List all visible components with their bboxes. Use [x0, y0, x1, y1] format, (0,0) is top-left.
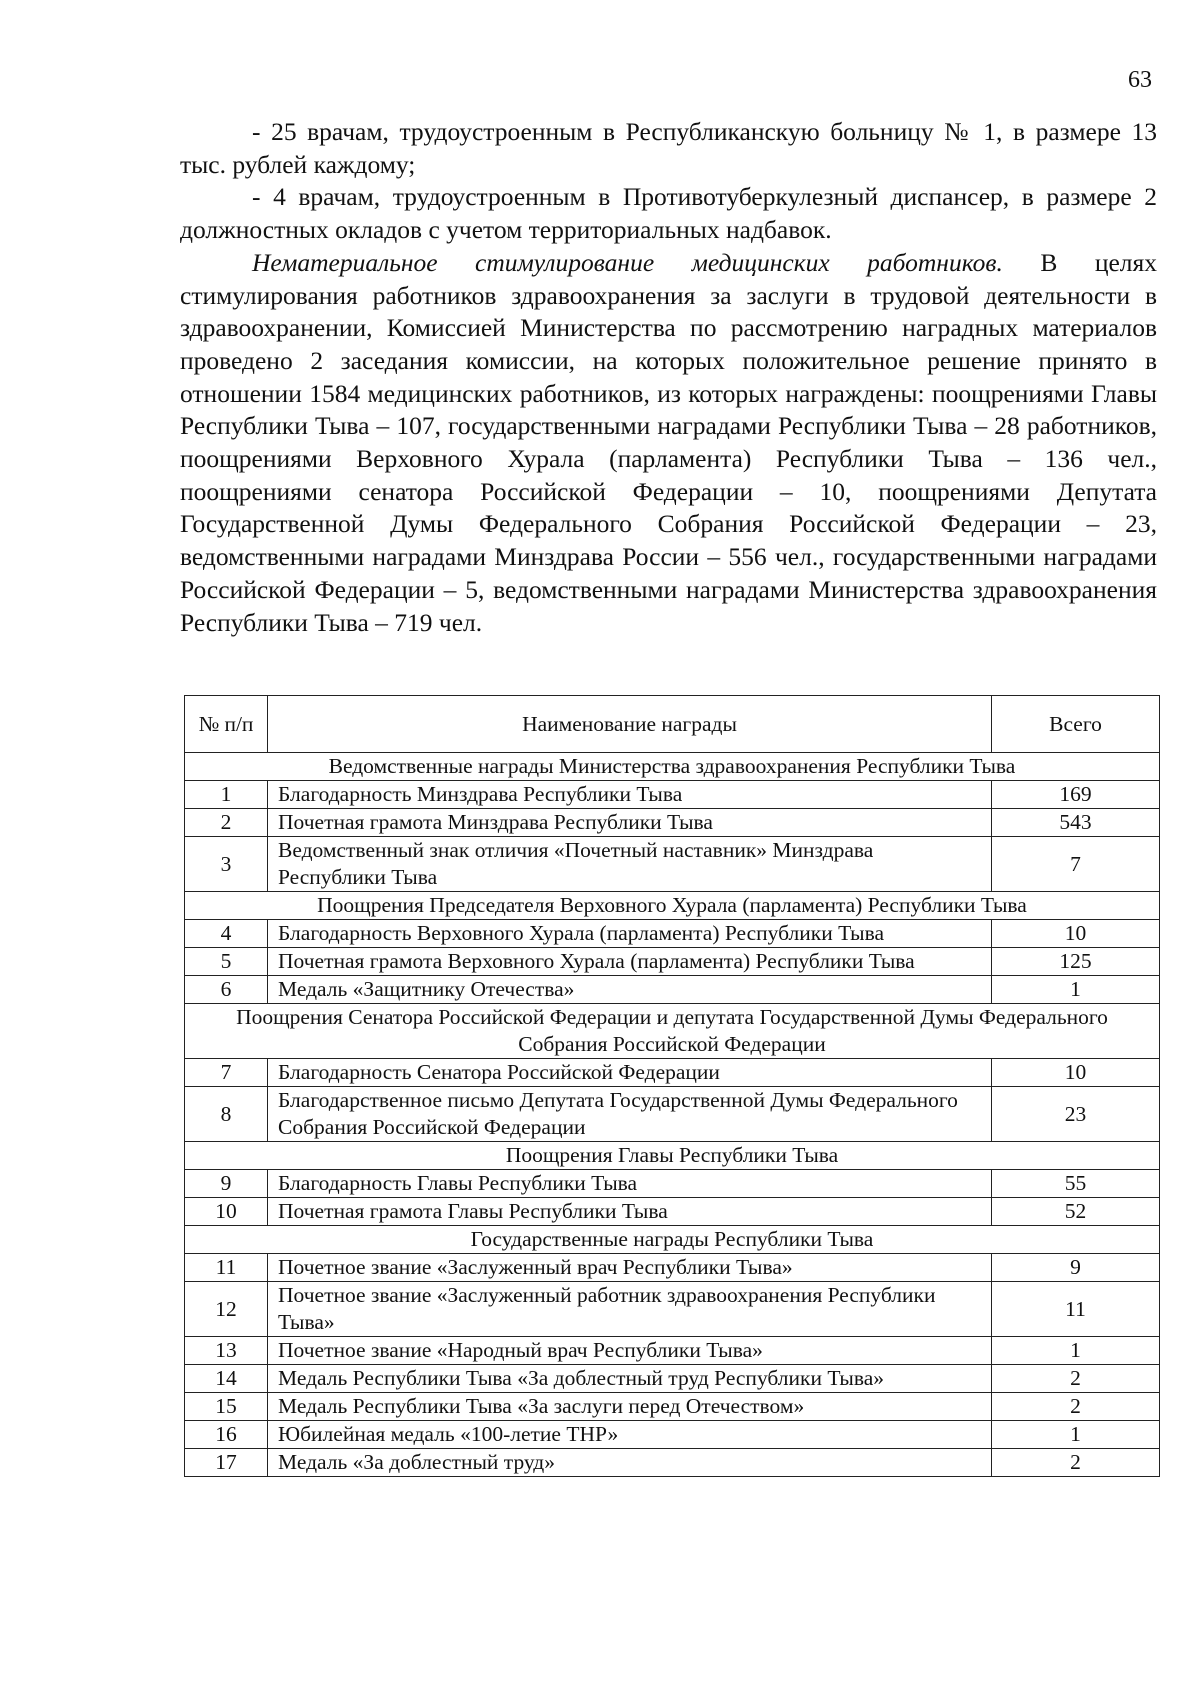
row-number: 9 — [185, 1170, 268, 1198]
table-row — [185, 976, 1160, 1004]
paragraph-text: - 25 врачам, трудоустроенным в Республиканскую больницу № 1, в размере 13 тыс. рублей каждому; — [180, 117, 1157, 179]
row-number: 1 — [185, 781, 268, 809]
row-award-name: Медаль Республики Тыва «За заслуги перед Отечеством» — [268, 1393, 992, 1421]
table-header-row — [185, 696, 1160, 753]
section-title: Ведомственные награды Министерства здравоохранения Республики Тыва — [185, 753, 1160, 781]
row-total: 543 — [992, 809, 1160, 837]
row-award-name: Благодарность Сенатора Российской Федерации — [268, 1059, 992, 1087]
row-award-name: Благодарственное письмо Депутата Государственной Думы Федерального Собрания Российской Федерации — [268, 1087, 992, 1142]
header-award-name: Наименование награды — [268, 696, 992, 753]
row-award-name: Ведомственный знак отличия «Почетный наставник» Минздрава Республики Тыва — [268, 837, 992, 892]
table-row — [185, 948, 1160, 976]
row-number: 14 — [185, 1365, 268, 1393]
table-row — [185, 1254, 1160, 1282]
section-title: Государственные награды Республики Тыва — [185, 1226, 1160, 1254]
row-award-name: Почетное звание «Заслуженный работник здравоохранения Республики Тыва» — [268, 1282, 992, 1337]
row-total: 1 — [992, 1337, 1160, 1365]
row-award-name: Благодарность Минздрава Республики Тыва — [268, 781, 992, 809]
paragraph-text: В целях стимулирования работников здравоохранения за заслуги в трудовой деятельности в здравоохранении, Комиссией Министерства по рассмотрению наградных материалов проведено 2 заседания комиссии, на которых положительное решение принято в отношении 1584 медицинских работников, из которых награждены: поощрениями Главы Республики Тыва – 107, государственными наградами Республики Тыва – 28 работников, поощрениями Верховного Хурала (парламента) Республики Тыва – 136 чел., поощрениями сенатора Российской Федерации – 10, поощрениями Депутата Государственной Думы Федерального Собрания Российской Федерации – 23, ведомственными наградами Минздрава России – 556 чел., государственными наградами Российской Федерации – 5, ведомственными наградами Министерства здравоохранения Республики Тыва – 719 чел. — [180, 247, 1157, 637]
table-row — [185, 1059, 1160, 1087]
row-award-name: Почетное звание «Народный врач Республики Тыва» — [268, 1337, 992, 1365]
section-row — [185, 1226, 1160, 1254]
row-total: 2 — [992, 1393, 1160, 1421]
awards-table — [184, 695, 1160, 1477]
table-row — [185, 1282, 1160, 1337]
row-total: 9 — [992, 1254, 1160, 1282]
row-award-name: Благодарность Верховного Хурала (парламента) Республики Тыва — [268, 920, 992, 948]
row-award-name: Почетное звание «Заслуженный врач Республики Тыва» — [268, 1254, 992, 1282]
table-row — [185, 809, 1160, 837]
row-total: 55 — [992, 1170, 1160, 1198]
paragraph — [180, 247, 1157, 639]
row-total: 52 — [992, 1198, 1160, 1226]
page-number: 63 — [1128, 67, 1152, 93]
paragraph — [180, 116, 1157, 181]
table-row — [185, 1087, 1160, 1142]
row-number: 7 — [185, 1059, 268, 1087]
row-number: 12 — [185, 1282, 268, 1337]
row-award-name: Почетная грамота Верховного Хурала (парламента) Республики Тыва — [268, 948, 992, 976]
table-row — [185, 1198, 1160, 1226]
paragraph — [180, 181, 1157, 246]
row-number: 3 — [185, 837, 268, 892]
row-total: 11 — [992, 1282, 1160, 1337]
table-row — [185, 1365, 1160, 1393]
row-award-name: Медаль «За доблестный труд» — [268, 1449, 992, 1477]
header-number: № п/п — [185, 696, 268, 753]
table-row — [185, 837, 1160, 892]
row-total: 125 — [992, 948, 1160, 976]
row-number: 15 — [185, 1393, 268, 1421]
row-number: 17 — [185, 1449, 268, 1477]
row-number: 13 — [185, 1337, 268, 1365]
row-number: 8 — [185, 1087, 268, 1142]
row-number: 2 — [185, 809, 268, 837]
row-award-name: Благодарность Главы Республики Тыва — [268, 1170, 992, 1198]
table-row — [185, 1337, 1160, 1365]
table-row — [185, 781, 1160, 809]
row-award-name: Почетная грамота Минздрава Республики Тыва — [268, 809, 992, 837]
row-total: 1 — [992, 1421, 1160, 1449]
paragraph-text: - 4 врачам, трудоустроенным в Противотуберкулезный диспансер, в размере 2 должностных окладов с учетом территориальных надбавок. — [180, 182, 1157, 245]
row-award-name: Медаль «Защитнику Отечества» — [268, 976, 992, 1004]
section-row — [185, 892, 1160, 920]
row-total: 10 — [992, 920, 1160, 948]
section-title: Поощрения Сенатора Российской Федерации и депутата Государственной Думы Федерального Собрания Российской Федерации — [185, 1004, 1160, 1059]
row-number: 5 — [185, 948, 268, 976]
row-total: 169 — [992, 781, 1160, 809]
section-row — [185, 1142, 1160, 1170]
paragraph-italic-lead: Нематериальное стимулирование медицинских работников. — [252, 247, 1003, 277]
awards-table-body — [185, 753, 1160, 1477]
table-row — [185, 1393, 1160, 1421]
body-text — [180, 116, 1157, 639]
row-total: 10 — [992, 1059, 1160, 1087]
row-number: 11 — [185, 1254, 268, 1282]
table-row — [185, 1170, 1160, 1198]
section-title: Поощрения Председателя Верховного Хурала (парламента) Республики Тыва — [185, 892, 1160, 920]
section-row — [185, 1004, 1160, 1059]
section-title: Поощрения Главы Республики Тыва — [185, 1142, 1160, 1170]
section-row — [185, 753, 1160, 781]
table-row — [185, 1449, 1160, 1477]
table-row — [185, 1421, 1160, 1449]
row-award-name: Почетная грамота Главы Республики Тыва — [268, 1198, 992, 1226]
row-number: 10 — [185, 1198, 268, 1226]
row-total: 2 — [992, 1449, 1160, 1477]
row-number: 6 — [185, 976, 268, 1004]
table-row — [185, 920, 1160, 948]
row-total: 1 — [992, 976, 1160, 1004]
row-award-name: Юбилейная медаль «100-летие ТНР» — [268, 1421, 992, 1449]
row-total: 2 — [992, 1365, 1160, 1393]
row-total: 7 — [992, 837, 1160, 892]
header-total: Всего — [992, 696, 1160, 753]
row-total: 23 — [992, 1087, 1160, 1142]
row-award-name: Медаль Республики Тыва «За доблестный труд Республики Тыва» — [268, 1365, 992, 1393]
row-number: 4 — [185, 920, 268, 948]
row-number: 16 — [185, 1421, 268, 1449]
